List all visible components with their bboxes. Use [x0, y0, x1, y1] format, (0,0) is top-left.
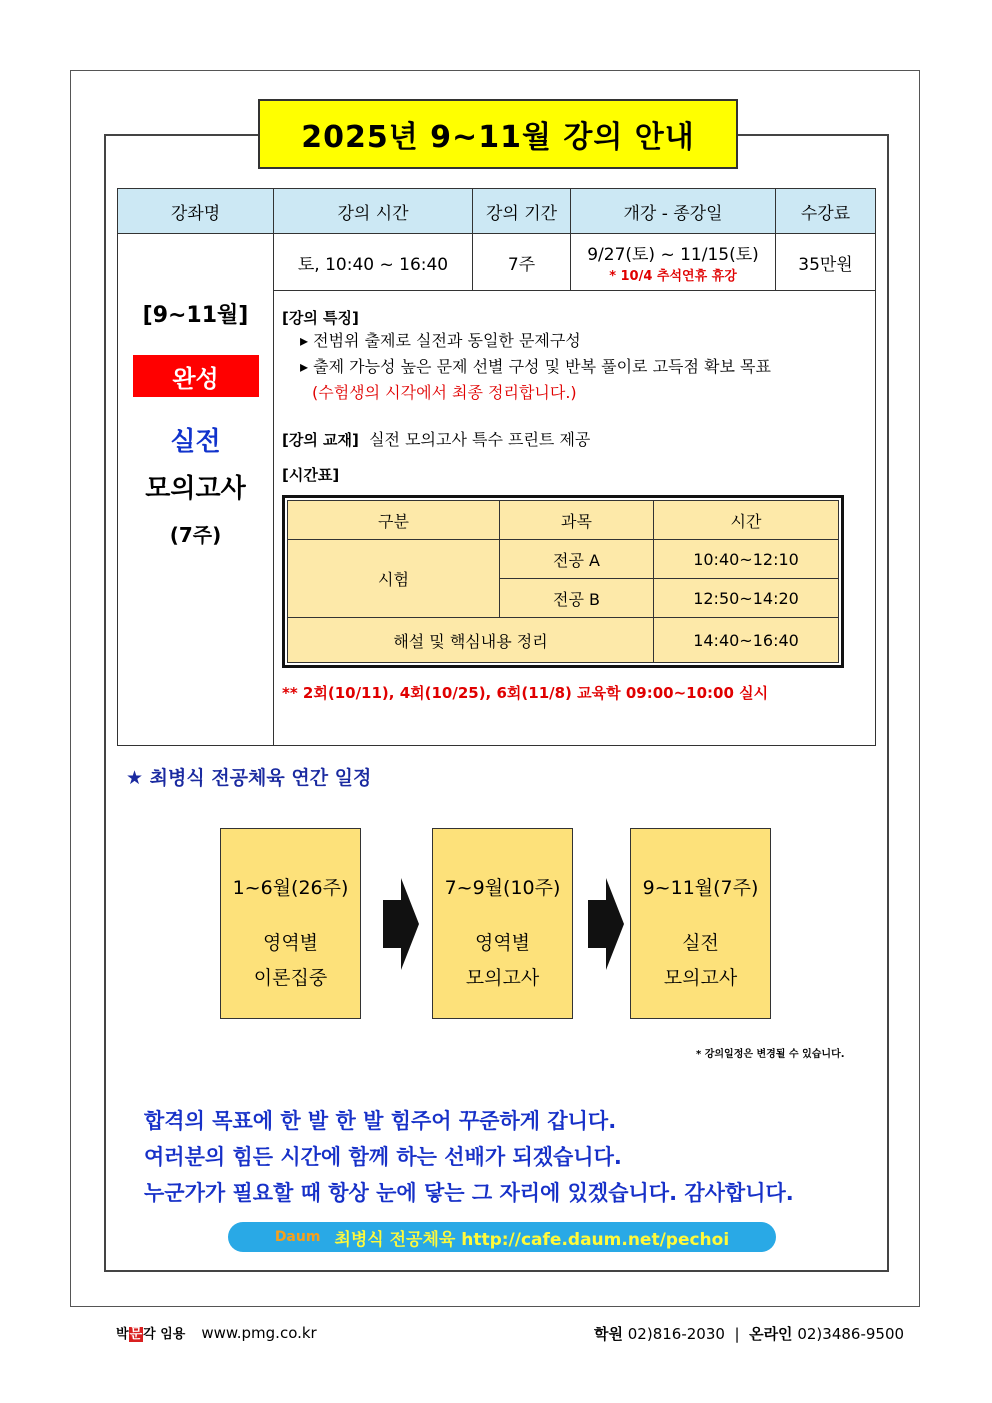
fee-value: 35만원	[776, 234, 876, 291]
features-note: (수험생의 시각에서 최종 정리합니다.)	[312, 383, 577, 402]
page-title: 2025년 9~11월 강의 안내	[258, 99, 738, 169]
dates-note: * 10/4 추석연휴 휴강	[609, 269, 737, 284]
timetable-time: 10:40~12:10	[654, 540, 839, 579]
course-name-cell	[118, 234, 274, 746]
website-link[interactable]: www.pmg.co.kr	[201, 1323, 317, 1342]
annual-box-3: 9~11월(7주) 실전 모의고사	[630, 828, 771, 1019]
triangle-bullet-icon: ▸	[300, 331, 314, 350]
course-period: [9~11월]	[142, 303, 249, 328]
dates-cell	[571, 234, 776, 291]
course-title-line2: 모의고사	[145, 474, 246, 504]
timetable-subject: 전공 B	[500, 579, 654, 618]
lecture-period-value: 7주	[473, 234, 571, 291]
timetable-heading: [시간표]	[282, 466, 340, 484]
course-weeks: (7주)	[169, 523, 222, 547]
timetable	[282, 495, 844, 668]
schedule-change-note: * 강의일정은 변경될 수 있습니다.	[696, 1049, 845, 1060]
header-course-name: 강좌명	[118, 189, 274, 234]
feature-item: ▸ 전범위 출제로 실전과 동일한 문제구성	[300, 331, 581, 350]
course-title-line1: 실전	[170, 427, 221, 457]
triangle-bullet-icon: ▸	[300, 357, 314, 376]
timetable-header-category: 구분	[288, 501, 500, 540]
lecture-time-value: 토, 10:40 ~ 16:40	[274, 234, 473, 291]
materials-heading: [강의 교재]	[282, 431, 359, 449]
arrow-right-icon	[588, 878, 624, 970]
timetable-review-time: 14:40~16:40	[654, 618, 839, 663]
daum-logo-icon: Daum	[274, 1229, 321, 1245]
course-detail-cell	[274, 291, 876, 746]
timetable-header-subject: 과목	[500, 501, 654, 540]
annual-box-2: 7~9월(10주) 영역별 모의고사	[432, 828, 573, 1019]
arrow-right-icon	[383, 878, 419, 970]
dates-value: 9/27(토) ~ 11/15(토)	[587, 245, 759, 265]
timetable-time: 12:50~14:20	[654, 579, 839, 618]
features-heading: [강의 특징]	[282, 309, 359, 327]
materials-line	[282, 427, 867, 450]
footer-left	[116, 1323, 317, 1342]
feature-item: ▸ 출제 가능성 높은 문제 선별 구성 및 반복 풀이로 고득점 확보 목표	[300, 357, 771, 376]
materials-text: 실전 모의고사 특수 프린트 제공	[369, 430, 591, 449]
cafe-link-banner[interactable]	[228, 1222, 776, 1252]
footer-contact: 학원 02)816-2030 | 온라인 02)3486-9500	[594, 1325, 905, 1343]
header-start-end-date: 개강 - 종강일	[571, 189, 776, 234]
timetable-exam-label: 시험	[288, 540, 500, 618]
timetable-header-time: 시간	[654, 501, 839, 540]
cafe-link-text[interactable]: 최병식 전공체육 http://cafe.daum.net/pechoi	[334, 1229, 730, 1250]
timetable-subject: 전공 A	[500, 540, 654, 579]
header-lecture-time: 강의 시간	[274, 189, 473, 234]
publisher-logo: 박문각 임용	[116, 1327, 186, 1342]
header-fee: 수강료	[776, 189, 876, 234]
course-badge: 완성	[133, 355, 259, 397]
annual-schedule-title: ★ 최병식 전공체육 연간 일정	[126, 767, 372, 789]
closing-message: 합격의 목표에 한 발 한 발 힘주어 꾸준하게 갑니다. 여러분의 힘든 시간에 함께 하는 선배가 되겠습니다. 누군가가 필요할 때 항상 눈에 닿는 그 자리에 있겠습니다. 감사합니다.	[144, 1109, 794, 1205]
course-table	[117, 188, 876, 746]
header-lecture-period: 강의 기간	[473, 189, 571, 234]
timetable-review-label: 해설 및 핵심내용 정리	[288, 618, 654, 663]
annual-box-1: 1~6월(26주) 영역별 이론집중	[220, 828, 361, 1019]
education-session-note: ** 2회(10/11), 4회(10/25), 6회(11/8) 교육학 09:00~10:00 실시	[282, 684, 769, 702]
